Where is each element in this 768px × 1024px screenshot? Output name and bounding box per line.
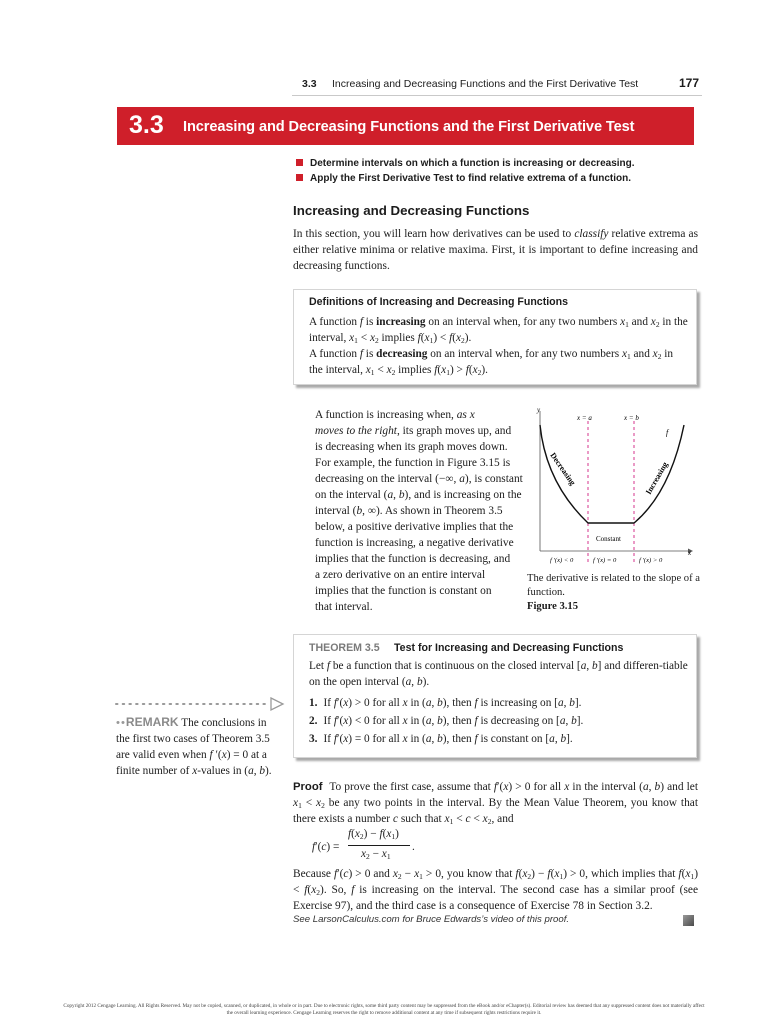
video-link[interactable]: See LarsonCalculus.com for Bruce Edwards’s video of this proof. xyxy=(293,914,570,925)
proof-paragraph: Proof To prove the first case, assume that f′(x) > 0 for all x in the interval (a, b) and let $x_1 < x_2$ be any two points in the interval. By the Mean Value Theorem, you know that there exists a number c such that $x_1 < c < x_2$, and xyxy=(293,781,698,826)
theorem-box xyxy=(293,634,697,758)
objective-text: Apply the First Derivative Test to find relative extrema of a function. xyxy=(310,173,631,184)
line-b-label: x = b xyxy=(624,414,639,422)
definition-increasing: A function f is increasing on an interval when, for any two numbers $x_1$ and $x_2$ in the interval, $x_1 < x_2$ implies $f(x_1) < f(x_2)$. xyxy=(309,316,688,345)
derivative-positive-label: f ′(x) > 0 xyxy=(639,557,663,564)
subheading: Increasing and Decreasing Functions xyxy=(293,203,530,218)
intro-paragraph: In this section, you will learn how derivatives can be used to classify relative extrema as either relative minima or relative maxima. First, it is important to define increasing and decreasing functions. xyxy=(293,228,698,272)
running-section-number: 3.3 xyxy=(302,78,317,90)
section-number: 3.3 xyxy=(129,111,164,139)
copyright-notice: Copyright 2012 Cengage Learning. All Rights Reserved. May not be copied, scanned, or duplicated, in whole or in part. Due to electronic rights, some third party content may be suppressed from the eBook and/or eChapter(s). Editorial review has deemed that any suppressed content does not materially affect the overall learning experience. Cengage Learning reserves the right to remove additional content at any time if subsequent rights restrictions require it. xyxy=(63,1003,705,1016)
remark-note: ••REMARK The conclusions in the first two cases of Theorem 3.5 are valid even when f ′(x) = 0 at a finite number of x-values in (a, b). xyxy=(116,715,272,777)
theorem-case-1: 1. If f′(x) > 0 for all x in (a, b), then f is increasing on [a, b]. xyxy=(309,697,582,709)
constant-label: Constant xyxy=(596,535,621,543)
objective-text: Determine intervals on which a function is increasing or decreasing. xyxy=(310,158,635,169)
remark-pointer-icon xyxy=(114,696,286,716)
figure-3-15 xyxy=(510,403,700,583)
remark-label: REMARK xyxy=(125,715,179,729)
running-title: Increasing and Decreasing Functions and the First Derivative Test xyxy=(332,78,639,90)
page-number: 177 xyxy=(679,76,700,90)
running-header xyxy=(0,76,768,96)
objective-item xyxy=(296,173,631,184)
objective-item xyxy=(296,158,635,169)
decreasing-label: Decreasing xyxy=(548,450,578,487)
figure-caption: The derivative is related to the slope of a function. xyxy=(527,573,700,598)
end-of-proof-icon xyxy=(683,915,694,926)
increasing-label: Increasing xyxy=(643,460,670,496)
y-axis-label: y xyxy=(537,406,541,414)
theorem-case-2: 2. If f′(x) < 0 for all x in (a, b), then f is decreasing on [a, b]. xyxy=(309,715,584,727)
definitions-box xyxy=(293,289,697,385)
line-a-label: x = a xyxy=(577,414,592,422)
section-banner xyxy=(117,107,694,145)
x-axis-label: x xyxy=(688,549,692,557)
bullet-square-icon xyxy=(296,159,303,166)
theorem-statement: Let f be a function that is continuous on the closed interval [a, b] and differen-tiable on the open interval (a, b). xyxy=(309,660,688,688)
theorem-title: Test for Increasing and Decreasing Functions xyxy=(394,642,624,654)
mean-value-formula: f′(c) = $f(x_2) - f(x_1)$ $x_2 - x_1$ . xyxy=(312,828,415,861)
curve-label: f xyxy=(666,428,669,437)
definition-decreasing: A function f is decreasing on an interval when, for any two numbers $x_1$ and $x_2$ in the interval, $x_1 < x_2$ implies $f(x_1) > f(x_2)$. xyxy=(309,348,674,377)
derivative-negative-label: f ′(x) < 0 xyxy=(550,557,574,564)
header-rule xyxy=(292,95,702,96)
section-title: Increasing and Decreasing Functions and the First Derivative Test xyxy=(183,119,635,135)
figure-label: Figure 3.15 xyxy=(527,601,579,612)
proof-continuation: Because f′(c) > 0 and $x_2 - x_1 > 0$, you know that $f(x_2) - f(x_1) > 0$, which implies that $f(x_1) < f(x_2)$. So, f is increasing on the interval. The second case has a similar proof (see Exercise 97), and the third case is a consequence of Exercise 78 in Section 3.2. xyxy=(293,868,698,912)
bullet-square-icon xyxy=(296,174,303,181)
theorem-case-3: 3. If f′(x) = 0 for all x in (a, b), then f is constant on [a, b]. xyxy=(309,733,573,745)
proof-label: Proof xyxy=(293,781,323,793)
derivative-zero-label: f ′(x) = 0 xyxy=(593,557,617,564)
explanation-paragraph: A function is increasing when, as x moves to the right, its graph moves up, and is decreasing when its graph moves down. For example, the function in Figure 3.15 is decreasing on the interval (−∞, a), is constant on the interval (a, b), and is increasing on the interval (b, ∞). As shown in Theorem 3.5 below, a positive derivative implies that the function is increasing, a negative derivative implies that the function is decreasing, and a zero derivative on an entire interval implies that the function is constant on that interval. xyxy=(315,409,523,613)
theorem-label: THEOREM 3.5 xyxy=(309,642,380,654)
definitions-title: Definitions of Increasing and Decreasing Functions xyxy=(309,296,568,308)
